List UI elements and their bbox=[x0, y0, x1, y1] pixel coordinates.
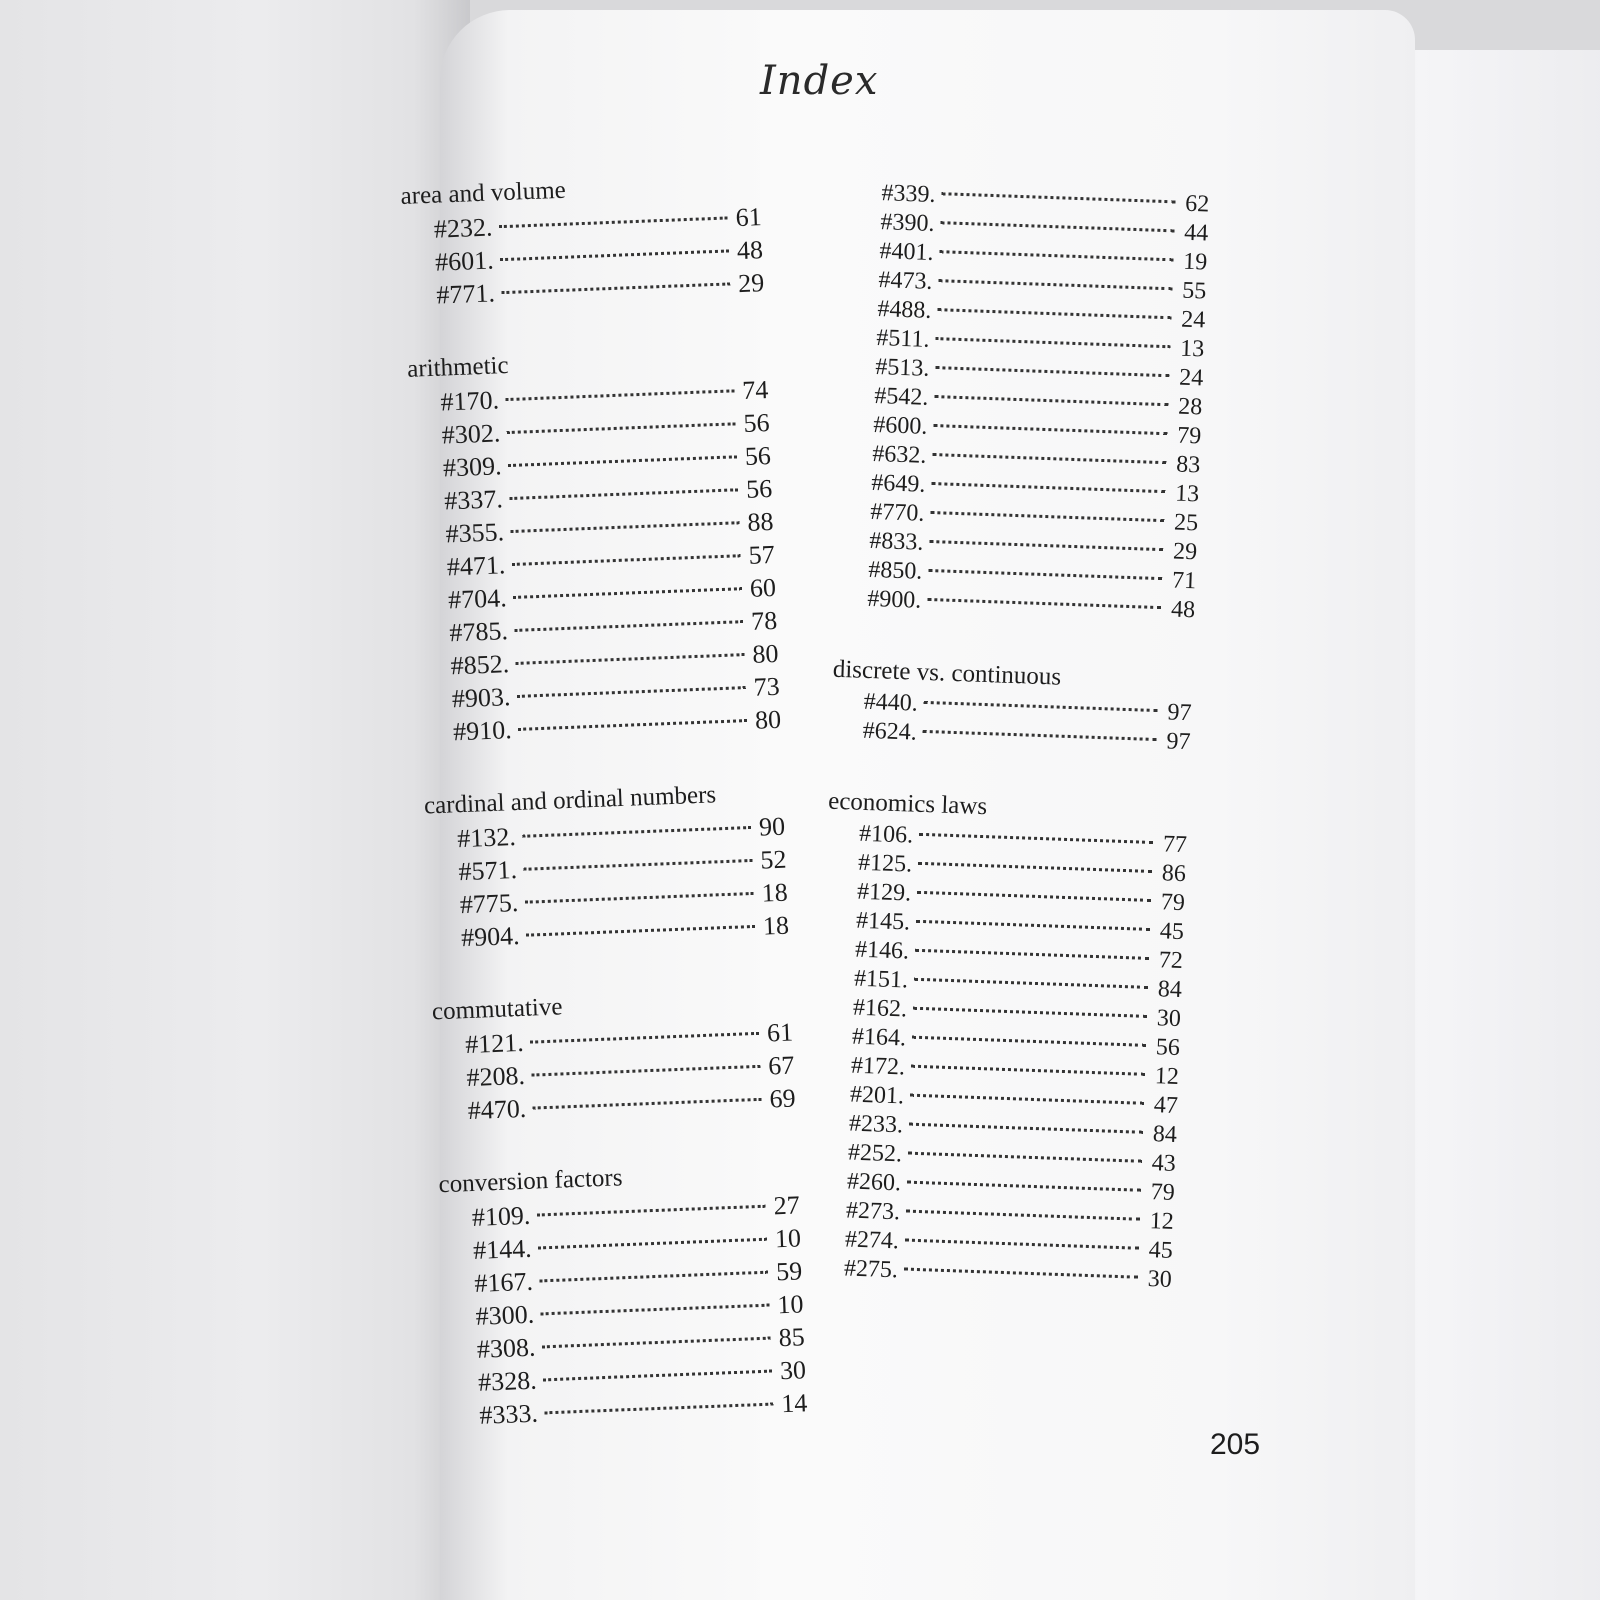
index-group bbox=[407, 339, 782, 750]
entry-ref: #162. bbox=[852, 994, 908, 1023]
entry-ref: #903. bbox=[451, 682, 511, 714]
entry-ref: #704. bbox=[447, 583, 508, 615]
entry-ref: #164. bbox=[851, 1023, 907, 1052]
leader-dots bbox=[933, 424, 1167, 435]
entry-ref: #470. bbox=[467, 1093, 527, 1126]
index-heading: discrete vs. continuous bbox=[832, 655, 1062, 691]
entry-ref: #273. bbox=[845, 1197, 901, 1226]
entry-page: 90 bbox=[758, 811, 786, 842]
entry-ref: #151. bbox=[853, 965, 909, 994]
entry-page: 97 bbox=[1167, 699, 1192, 727]
leader-dots bbox=[541, 1337, 770, 1349]
leader-dots bbox=[924, 701, 1158, 712]
entry-page: 61 bbox=[766, 1017, 794, 1048]
entry-ref: #232. bbox=[433, 212, 493, 244]
leader-dots bbox=[913, 1007, 1147, 1018]
leader-dots bbox=[917, 891, 1151, 902]
entry-ref: #355. bbox=[445, 517, 505, 549]
entry-page: 19 bbox=[1182, 248, 1208, 276]
index-group bbox=[400, 166, 765, 313]
entry-page: 84 bbox=[1157, 976, 1183, 1004]
entry-ref: #339. bbox=[881, 180, 936, 208]
entry-ref: #201. bbox=[849, 1081, 905, 1110]
entry-ref: #145. bbox=[855, 907, 911, 936]
leader-dots bbox=[911, 1065, 1145, 1076]
leader-dots bbox=[936, 337, 1171, 348]
entry-ref: #308. bbox=[476, 1332, 536, 1364]
leader-dots bbox=[513, 587, 742, 599]
entry-ref: #513. bbox=[874, 354, 930, 382]
leader-dots bbox=[937, 308, 1171, 319]
entry-ref: #167. bbox=[473, 1266, 534, 1298]
entry-page: 29 bbox=[1172, 538, 1198, 566]
entry-page: 56 bbox=[1155, 1034, 1181, 1062]
entry-page: 61 bbox=[735, 202, 763, 233]
entry-ref: #125. bbox=[857, 849, 913, 878]
leader-dots bbox=[523, 859, 752, 871]
index-heading: commutative bbox=[431, 993, 563, 1026]
leader-dots bbox=[514, 620, 743, 632]
leader-dots bbox=[516, 686, 745, 698]
entry-page: 80 bbox=[754, 704, 782, 735]
entry-ref: #132. bbox=[456, 822, 517, 854]
index-heading: conversion factors bbox=[438, 1164, 623, 1199]
page-number: 205 bbox=[1210, 1428, 1261, 1461]
entry-page: 71 bbox=[1171, 567, 1197, 595]
entry-ref: #121. bbox=[464, 1027, 525, 1060]
entry-page: 56 bbox=[743, 408, 771, 438]
leader-dots bbox=[518, 719, 747, 731]
entry-page: 14 bbox=[780, 1388, 808, 1419]
leader-dots bbox=[928, 569, 1162, 580]
entry-page: 25 bbox=[1173, 509, 1199, 537]
leader-dots bbox=[540, 1304, 769, 1316]
leader-dots bbox=[906, 1210, 1140, 1221]
entry-ref: #129. bbox=[856, 878, 912, 907]
entry-page: 57 bbox=[748, 539, 776, 570]
leader-dots bbox=[498, 216, 727, 228]
entry-ref: #785. bbox=[448, 616, 509, 648]
entry-page: 74 bbox=[741, 375, 769, 406]
entry-page: 44 bbox=[1183, 219, 1209, 247]
entry-ref: #233. bbox=[848, 1110, 904, 1139]
leader-dots bbox=[923, 730, 1157, 741]
entry-ref: #302. bbox=[441, 418, 501, 450]
entry-ref: #904. bbox=[460, 920, 521, 953]
index-group bbox=[811, 785, 1188, 1295]
entry-page: 24 bbox=[1178, 364, 1204, 392]
entry-ref: #852. bbox=[450, 649, 510, 681]
entry-page: 12 bbox=[1149, 1208, 1175, 1235]
entry-page: 88 bbox=[746, 506, 774, 537]
leader-dots bbox=[515, 653, 744, 665]
leader-dots bbox=[524, 892, 753, 904]
leader-dots bbox=[507, 455, 736, 467]
entry-page: 48 bbox=[736, 235, 764, 266]
entry-page: 79 bbox=[1160, 889, 1186, 917]
page-title: Index bbox=[760, 58, 879, 104]
leader-dots bbox=[544, 1403, 773, 1415]
leader-dots bbox=[929, 540, 1163, 551]
entry-page: 69 bbox=[768, 1083, 797, 1114]
entry-page: 73 bbox=[753, 671, 781, 702]
entry-ref: #473. bbox=[878, 267, 933, 295]
leader-dots bbox=[927, 598, 1161, 609]
entry-ref: #109. bbox=[471, 1200, 531, 1232]
entry-ref: #440. bbox=[863, 688, 919, 717]
leader-dots bbox=[912, 1036, 1146, 1047]
leader-dots bbox=[526, 925, 755, 937]
entry-page: 56 bbox=[745, 473, 773, 504]
leader-dots bbox=[938, 279, 1172, 290]
entry-ref: #170. bbox=[439, 385, 500, 417]
entry-ref: #511. bbox=[875, 325, 930, 353]
entry-ref: #624. bbox=[862, 717, 918, 746]
entry-ref: #471. bbox=[446, 550, 506, 582]
entry-ref: #333. bbox=[478, 1398, 539, 1430]
index-heading: area and volume bbox=[400, 176, 567, 210]
leader-dots bbox=[501, 282, 730, 294]
leader-dots bbox=[932, 453, 1166, 464]
entry-page: 97 bbox=[1166, 728, 1191, 756]
entry-ref: #309. bbox=[442, 451, 503, 483]
entry-ref: #260. bbox=[846, 1168, 902, 1197]
leader-dots bbox=[904, 1268, 1138, 1279]
index-heading: economics laws bbox=[827, 787, 988, 821]
entry-ref: #571. bbox=[458, 855, 518, 887]
leader-dots bbox=[919, 833, 1153, 844]
entry-page: 80 bbox=[751, 638, 780, 669]
entry-ref: #632. bbox=[871, 440, 927, 469]
entry-page: 30 bbox=[1156, 1005, 1182, 1033]
leader-dots bbox=[909, 1123, 1143, 1134]
entry-page: 52 bbox=[759, 844, 787, 875]
leader-dots bbox=[918, 862, 1152, 873]
leader-dots bbox=[530, 1032, 759, 1044]
entry-ref: #300. bbox=[475, 1299, 535, 1331]
entry-ref: #775. bbox=[459, 888, 519, 920]
leader-dots bbox=[908, 1152, 1142, 1163]
entry-page: 29 bbox=[737, 268, 765, 299]
leader-dots bbox=[539, 1271, 768, 1283]
entry-page: 59 bbox=[775, 1256, 803, 1287]
index-group bbox=[438, 1154, 808, 1433]
leader-dots bbox=[915, 949, 1149, 960]
entry-page: 45 bbox=[1159, 918, 1185, 946]
entry-page: 86 bbox=[1161, 860, 1187, 888]
left-page bbox=[0, 0, 470, 1600]
leader-dots bbox=[930, 511, 1164, 522]
leader-dots bbox=[531, 1065, 760, 1077]
leader-dots bbox=[510, 521, 739, 533]
entry-page: 78 bbox=[750, 605, 778, 636]
entry-page: 79 bbox=[1176, 422, 1202, 450]
entry-ref: #401. bbox=[879, 238, 934, 266]
leader-dots bbox=[910, 1094, 1144, 1105]
leader-dots bbox=[939, 250, 1173, 261]
index-group bbox=[835, 178, 1210, 625]
entry-ref: #910. bbox=[452, 715, 513, 747]
leader-dots bbox=[509, 488, 738, 500]
entry-ref: #208. bbox=[465, 1060, 526, 1093]
leader-dots bbox=[931, 482, 1165, 493]
index-group bbox=[830, 653, 1193, 758]
entry-page: 30 bbox=[779, 1355, 807, 1386]
leader-dots bbox=[914, 978, 1148, 989]
entry-ref: #252. bbox=[847, 1139, 903, 1168]
entry-page: 12 bbox=[1154, 1063, 1180, 1091]
entry-ref: #649. bbox=[870, 469, 926, 498]
entry-page: 62 bbox=[1184, 190, 1210, 218]
leader-dots bbox=[538, 1238, 767, 1250]
entry-ref: #600. bbox=[872, 411, 928, 440]
entry-page: 10 bbox=[776, 1289, 804, 1320]
leader-dots bbox=[935, 366, 1169, 377]
index-heading: arithmetic bbox=[406, 351, 510, 383]
entry-page: 10 bbox=[774, 1223, 802, 1254]
leader-dots bbox=[506, 422, 735, 434]
entry-page: 13 bbox=[1179, 335, 1205, 363]
entry-ref: #172. bbox=[850, 1052, 906, 1081]
entry-page: 84 bbox=[1152, 1121, 1178, 1148]
entry-ref: #337. bbox=[443, 484, 504, 516]
entry-ref: #833. bbox=[868, 527, 924, 556]
index-group bbox=[423, 776, 789, 956]
index-column-right bbox=[810, 178, 1210, 1335]
entry-ref: #274. bbox=[844, 1226, 900, 1255]
entry-ref: #770. bbox=[869, 498, 925, 527]
entry-page: 77 bbox=[1162, 831, 1188, 859]
leader-dots bbox=[536, 1205, 765, 1217]
entry-page: 30 bbox=[1147, 1266, 1173, 1293]
entry-page: 13 bbox=[1174, 480, 1200, 508]
entry-page: 60 bbox=[749, 572, 777, 603]
entry-page: 55 bbox=[1181, 277, 1207, 305]
entry-ref: #900. bbox=[866, 585, 922, 614]
leader-dots bbox=[532, 1098, 761, 1110]
entry-ref: #542. bbox=[873, 382, 929, 411]
entry-page: 72 bbox=[1158, 947, 1184, 975]
entry-page: 24 bbox=[1180, 306, 1206, 334]
index-heading: cardinal and ordinal numbers bbox=[423, 781, 717, 820]
leader-dots bbox=[934, 395, 1168, 406]
entry-page: 48 bbox=[1170, 596, 1196, 624]
entry-ref: #771. bbox=[435, 278, 496, 310]
entry-page: 85 bbox=[778, 1322, 806, 1353]
leader-dots bbox=[907, 1181, 1141, 1192]
entry-page: 79 bbox=[1150, 1179, 1176, 1206]
entry-page: 28 bbox=[1177, 393, 1203, 421]
leader-dots bbox=[522, 826, 751, 838]
entry-ref: #601. bbox=[434, 245, 495, 277]
entry-ref: #146. bbox=[854, 936, 910, 965]
entry-page: 47 bbox=[1153, 1092, 1179, 1119]
leader-dots bbox=[505, 389, 734, 401]
entry-page: 43 bbox=[1151, 1150, 1177, 1177]
index-group bbox=[431, 982, 796, 1129]
entry-page: 83 bbox=[1175, 451, 1201, 479]
leader-dots bbox=[941, 192, 1175, 203]
entry-ref: #144. bbox=[472, 1233, 533, 1265]
entry-page: 45 bbox=[1148, 1237, 1174, 1264]
entry-ref: #106. bbox=[858, 820, 914, 849]
entry-ref: #328. bbox=[477, 1365, 538, 1397]
entry-ref: #850. bbox=[867, 556, 923, 585]
entry-ref: #390. bbox=[880, 209, 935, 237]
entry-page: 27 bbox=[773, 1190, 801, 1221]
leader-dots bbox=[940, 221, 1174, 232]
leader-dots bbox=[500, 249, 729, 261]
entry-ref: #275. bbox=[843, 1255, 899, 1284]
index-column-left bbox=[400, 166, 809, 1473]
leader-dots bbox=[543, 1370, 772, 1382]
entry-page: 67 bbox=[767, 1050, 795, 1081]
leader-dots bbox=[916, 920, 1150, 931]
entry-page: 56 bbox=[744, 440, 772, 471]
leader-dots bbox=[511, 554, 740, 566]
entry-page: 18 bbox=[761, 877, 789, 908]
leader-dots bbox=[905, 1239, 1139, 1250]
entry-ref: #488. bbox=[876, 296, 932, 324]
entry-page: 18 bbox=[762, 910, 790, 941]
